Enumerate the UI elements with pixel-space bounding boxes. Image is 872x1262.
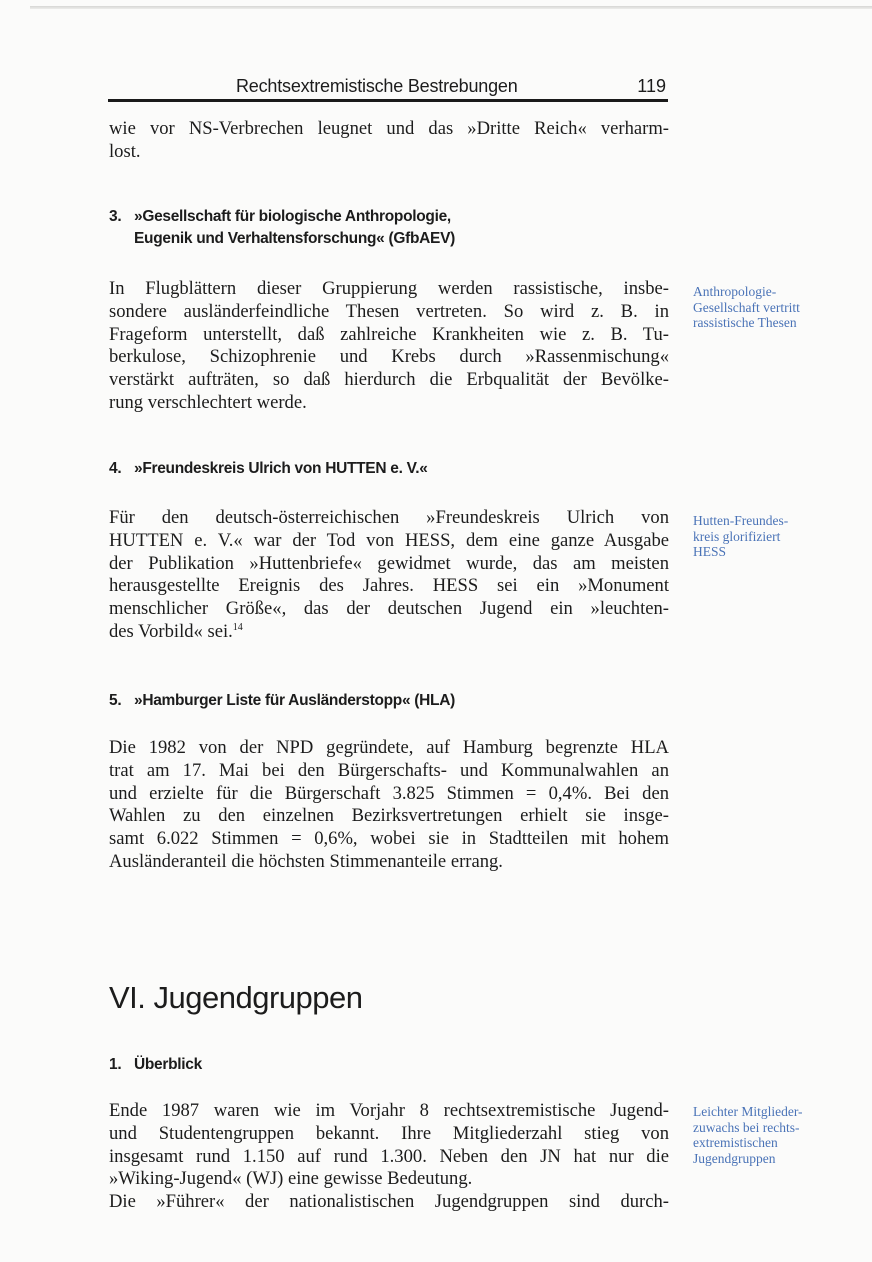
text-line: Die 1982 von der NPD gegründete, auf Hamburg begrenzte HLA	[109, 737, 669, 758]
margin-note-line: HESS	[693, 544, 727, 559]
text-line: »Wiking-Jugend« (WJ) eine gewisse Bedeutung.	[109, 1168, 473, 1190]
section-3-heading	[109, 206, 455, 250]
text-line: wie vor NS-Verbrechen leugnet und das »Dritte Reich« verharm-	[109, 118, 669, 139]
section-5-paragraph	[109, 737, 669, 874]
margin-note-subsection-1	[693, 1104, 853, 1166]
text-line: Für den deutsch-österreichischen »Freundeskreis Ulrich von	[109, 507, 669, 528]
header-rule	[108, 99, 668, 102]
margin-note-line: Hutten-Freundes-	[693, 513, 789, 528]
text-line: samt 6.022 Stimmen = 0,6%, wobei sie in Stadtteilen mit hohem	[109, 828, 669, 850]
margin-note-line: Leichter Mitglieder-	[693, 1104, 803, 1119]
margin-note-line: Gesellschaft vertritt	[693, 299, 800, 315]
chapter-title: VI. Jugendgruppen	[109, 980, 363, 1015]
section-3-paragraph	[109, 278, 669, 415]
section-number: 1.	[109, 1056, 122, 1073]
text-line: rung verschlechtert werde.	[109, 391, 307, 413]
text-line: lost.	[109, 140, 141, 162]
text-line: herausgestellte Ereignis des Jahres. HESS sei ein »Monument	[109, 575, 669, 597]
section-title-line: Eugenik und Verhaltensforschung« (GfbAEV)	[134, 230, 455, 247]
text-fragment: des Vorbild« sei.	[109, 620, 233, 642]
margin-note-section-3	[693, 284, 853, 331]
text-line: sondere ausländerfeindliche Thesen vertreten. So wird z. B. in	[109, 300, 669, 322]
page-number: 119	[637, 76, 666, 96]
text-line: der Publikation »Huttenbriefe« gewidmet wurde, das am meisten	[109, 552, 669, 574]
section-number: 4.	[109, 460, 122, 477]
text-line	[109, 621, 669, 644]
section-title: »Hamburger Liste für Ausländerstopp« (HLA)	[134, 692, 455, 709]
text-line: Wahlen zu den einzelnen Bezirksvertretungen erhielt sie insge-	[109, 805, 669, 827]
text-line: Die »Führer« der nationalistischen Jugendgruppen sind durch-	[109, 1191, 669, 1213]
text-line: In Flugblättern dieser Gruppierung werden rassistische, insbe-	[109, 278, 669, 299]
text-line: Ausländeranteil die höchsten Stimmenanteile errang.	[109, 850, 503, 872]
running-header-title: Rechtsextremistische Bestrebungen	[236, 76, 518, 96]
margin-note-line: Anthropologie-	[693, 284, 777, 299]
scan-top-edge	[30, 6, 872, 9]
text-line: insgesamt rund 1.150 auf rund 1.300. Neben den JN hat nur die	[109, 1145, 669, 1167]
text-line: menschlicher Größe«, das der deutschen Jugend ein »leuchten-	[109, 598, 669, 620]
footnote-reference: 14	[232, 621, 243, 633]
section-title-line: »Gesellschaft für biologische Anthropologie,	[134, 208, 451, 225]
section-4-paragraph	[109, 507, 669, 644]
margin-note-section-4	[693, 513, 853, 560]
margin-note-line: extremistischen	[693, 1135, 778, 1150]
intro-paragraph	[109, 118, 669, 164]
section-title: »Freundeskreis Ulrich von HUTTEN e. V.«	[134, 460, 428, 477]
running-header	[108, 76, 668, 98]
margin-note-line: Jugendgruppen	[693, 1150, 776, 1166]
section-4-heading	[109, 458, 428, 480]
text-line: trat am 17. Mai bei den Bürgerschafts- und Kommunalwahlen an	[109, 759, 669, 781]
margin-note-line: zuwachs bei rechts-	[693, 1119, 800, 1135]
section-number: 5.	[109, 692, 122, 709]
text-line: verstärkt aufträten, so daß hierdurch die Erbqualität der Bevölke-	[109, 369, 669, 391]
section-number: 3.	[109, 208, 122, 225]
section-5-heading	[109, 690, 455, 712]
subsection-1-heading	[109, 1054, 202, 1076]
margin-note-line: kreis glorifiziert	[693, 528, 781, 544]
text-line: und Studentengruppen bekannt. Ihre Mitgliederzahl stieg von	[109, 1122, 669, 1144]
text-line: HUTTEN e. V.« war der Tod von HESS, dem eine ganze Ausgabe	[109, 529, 669, 551]
text-line: Ende 1987 waren wie im Vorjahr 8 rechtsextremistische Jugend-	[109, 1100, 669, 1121]
text-line: Frageform unterstellt, daß zahlreiche Krankheiten wie z. B. Tu-	[109, 323, 669, 345]
section-title: Überblick	[134, 1056, 202, 1073]
text-line: berkulose, Schizophrenie und Krebs durch »Rassenmischung«	[109, 346, 669, 368]
margin-note-line: rassistische Thesen	[693, 315, 797, 330]
text-line: und erzielte für die Bürgerschaft 3.825 Stimmen = 0,4%. Bei den	[109, 782, 669, 804]
subsection-1-paragraph	[109, 1100, 669, 1214]
